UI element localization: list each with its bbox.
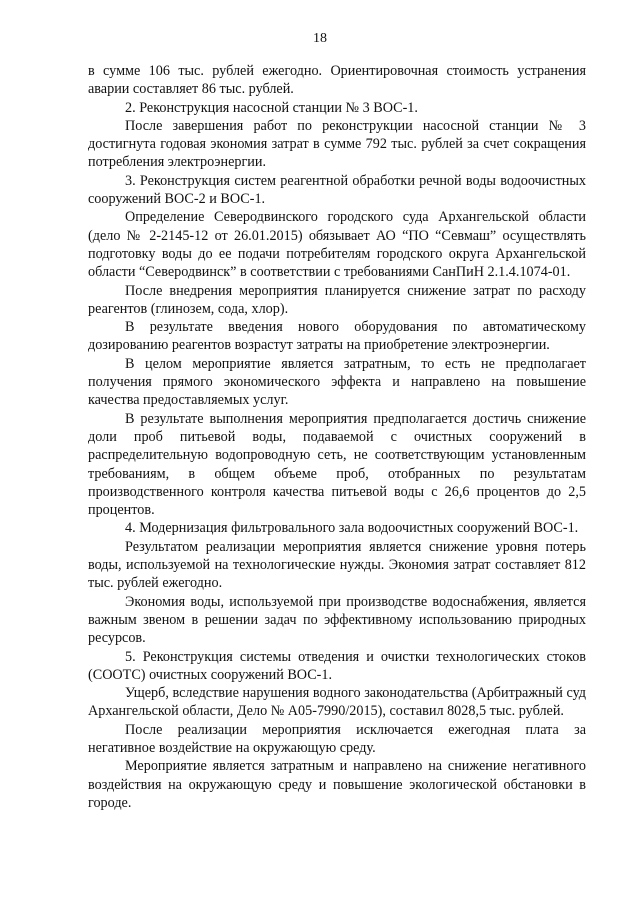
paragraph: Определение Северодвинского городского суда Архангельской области (дело № 2-2145-12 от 26.01.2015) обязывает АО “ПО “Севмаш” осуществлять подготовку воды до ее подачи потребителям городского округа Архангельской области “Северодвинск” в соответствии с требованиями СанПиН 2.1.4.1074-01.	[88, 209, 586, 281]
paragraph-continuation: в сумме 106 тыс. рублей ежегодно. Ориентировочная стоимость устранения аварии составляет 86 тыс. рублей.	[88, 63, 586, 98]
paragraph: В результате выполнения мероприятия предполагается достичь снижение доли проб питьевой воды, подаваемой с очистных сооружений в распределительную водопроводную сеть, не соответствующим установленным требованиям, в общем объеме проб, отобранных по результатам производственного контроля качества питьевой воды с 26,6 процентов до 2,5 процентов.	[88, 410, 586, 519]
paragraph: В результате введения нового оборудования по автоматическому дозированию реагентов возрастут затраты на приобретение электроэнергии.	[88, 319, 586, 354]
paragraph: Результатом реализации мероприятия является снижение уровня потерь воды, используемой на технологические нужды. Экономия затрат составляет 812 тыс. рублей ежегодно.	[88, 538, 586, 592]
paragraph: Экономия воды, используемой при производстве водоснабжения, является важным звеном в решении задач по эффективному использованию природных ресурсов.	[88, 593, 586, 647]
paragraph: В целом мероприятие является затратным, то есть не предполагает получения прямого экономического эффекта и направлено на повышение качества предоставляемых услуг.	[88, 355, 586, 409]
paragraph: После внедрения мероприятия планируется снижение затрат по расходу реагентов (глинозем, сода, хлор).	[88, 282, 586, 317]
section-heading-4: 4. Модернизация фильтровального зала водоочистных сооружений ВОС-1.	[125, 520, 579, 537]
section-heading-5: 5. Реконструкция системы отведения и очистки технологических стоков (СООТС) очистных сооружений ВОС-1.	[88, 648, 586, 683]
section-heading-2: 2. Реконструкция насосной станции № 3 ВОС-1.	[125, 99, 418, 116]
paragraph: После реализации мероприятия исключается ежегодная плата за негативное воздействие на окружающую среду.	[88, 721, 586, 756]
paragraph: Ущерб, вследствие нарушения водного законодательства (Арбитражный суд Архангельской области, Дело № А05-7990/2015), составил 8028,5 тыс. рублей.	[88, 685, 586, 720]
paragraph: После завершения работ по реконструкции насосной станции № 3 достигнута годовая экономия затрат в сумме 792 тыс. рублей за счет сокращения потребления электроэнергии.	[88, 117, 586, 171]
section-heading-3: 3. Реконструкция систем реагентной обработки речной воды водоочистных сооружений ВОС-2 и ВОС-1.	[88, 172, 586, 208]
page-number: 18	[313, 31, 327, 46]
paragraph: Мероприятие является затратным и направлено на снижение негативного воздействия на окружающую среду и повышение экологической обстановки в городе.	[88, 758, 586, 811]
document-body	[88, 62, 586, 812]
